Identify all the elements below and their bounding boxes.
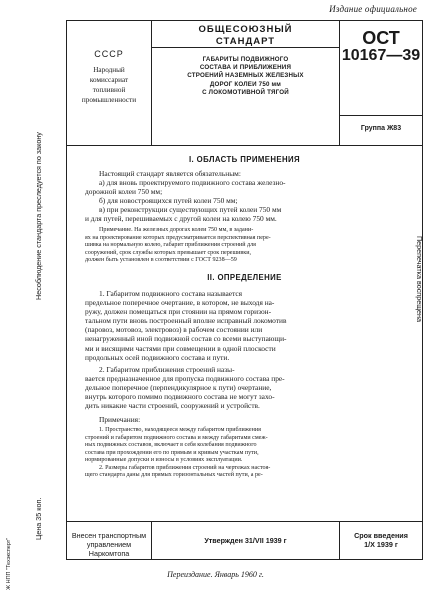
ussr-label: СССР (94, 49, 124, 59)
text-line: дить никакие части строений, сооружений и устройств. (85, 401, 260, 411)
section-2-para-1 (85, 289, 412, 362)
text-line: в) при реконструкции существующих путей колеи 750 мм (99, 205, 282, 215)
group-code: Группа Ж83 (360, 125, 402, 132)
standard-title-block (152, 21, 339, 145)
section-2-title: II. ОПРЕДЕЛЕНИЕ (207, 273, 282, 282)
standard-number: 10167—39 (341, 47, 421, 64)
text-line: вается предназначенное для пропуска подвижного состава пре- (85, 374, 285, 384)
text-line: и для путей, перешиваемых с другой колеи на колею 750 мм. (85, 214, 277, 224)
note-line: должен быть установлен в соответствии с ГОСТ 9238—59 (85, 257, 237, 263)
section-1-note (85, 227, 412, 265)
ministry-line: Народный (93, 66, 125, 74)
text-line: 2. Габаритом приближения строений назы- (99, 365, 235, 374)
ost-label: ОСТ (362, 28, 400, 48)
standard-type (152, 24, 339, 48)
ministry-line: топливной (92, 86, 126, 94)
notes-heading: Примечания: (99, 415, 141, 424)
issuer-block (67, 21, 151, 145)
text-line: ружу, должен помещаться при стоянии на прямом горизон- (85, 307, 272, 317)
note-line: шивка на нормальную колею, габарит приближения строений для (85, 242, 256, 248)
reprint-note: Переиздание. Январь 1960 г. (167, 570, 264, 579)
corner-stamp-vertical: Ж НПП "Техэксперт" (6, 537, 12, 590)
legal-notice-vertical: Несоблюдение стандарта преследуется по закону (34, 132, 43, 300)
submitted-line: Внесен транспортным (71, 531, 147, 540)
footer-top-line (67, 521, 422, 522)
note-line: состава при прохождении его по прямым и кривым участкам пути, (85, 449, 259, 456)
subject-line: СТРОЕНИЙ НАЗЕМНЫХ ЖЕЛЕЗНЫХ (187, 72, 304, 80)
text-line: а) для вновь проектируемого подвижного состава железно- (99, 178, 286, 188)
note-line: щего стандарта даны для прямых горизонтальных частей пути, а ре- (85, 472, 263, 478)
note-line: ях на проектирование которых предусматривается перспективная пере- (85, 234, 271, 241)
text-line: ми и висящими частями при совмещении в одной плоскости (85, 343, 276, 353)
ministry-line: комиссариат (89, 76, 129, 84)
text-line: (паровоз, мотовоз, электровоз) в рабочем состоянии или (85, 325, 263, 335)
subject-line: СОСТАВА И ПРИБЛИЖЕНИЯ (199, 64, 292, 72)
submitted-by (67, 531, 151, 558)
text-line: б) для новостроящихся путей колеи 750 мм; (99, 196, 238, 206)
ministry-line: промышленности (81, 96, 137, 104)
price-vertical: Цена 35 коп. (34, 497, 43, 540)
header-bottom-line (67, 145, 422, 146)
standard-type-line: СТАНДАРТ (215, 36, 276, 47)
standard-type-line: ОБЩЕСОЮЗНЫЙ (198, 24, 293, 35)
section-2-notes (85, 427, 412, 480)
note-line: нормированные допуски и износы в условиях эксплуатации. (85, 457, 243, 463)
subject-line: ДОРОГ КОЛЕИ 750 мм (209, 80, 282, 88)
section-1-body (85, 169, 412, 224)
subject-line: ГАБАРИТЫ ПОДВИЖНОГО (202, 56, 289, 63)
text-line: тальном пути вновь построенный вполне исправный локомотив (85, 316, 287, 326)
note-line: 2. Размеры габаритов приближения строений на чертежах настоя- (99, 464, 271, 471)
text-line: внутрь которого помимо подвижного состава не могут захо- (85, 392, 275, 402)
effective-date (340, 531, 422, 549)
note-line: строений и габаритом подвижного состава и между габаритами смеж- (85, 434, 268, 441)
note-line: сооружений, срок службы которых превышает срок перешивки, (85, 249, 252, 256)
approval-date: Утвержден 31/VII 1939 г (204, 536, 287, 545)
submitted-line: управлением Наркомтопа (86, 540, 132, 558)
standard-subject (152, 56, 339, 97)
text-line: продольных осей подвижного состава и пути. (85, 352, 230, 362)
standard-number-block (340, 21, 422, 145)
text-line: ненагруженный иной подвижной состав со всеми выступающи- (85, 334, 287, 344)
text-line: предельное поперечное очертание, в котором, не выходя на- (85, 298, 275, 308)
note-line: ных подвижных составов, включает в себя колебания подвижного (85, 442, 257, 448)
reprint-prohibited-vertical: Перепечатка воспрещена (415, 236, 424, 322)
ministry-name (67, 65, 151, 105)
text-line: дорожной колеи 750 мм; (85, 187, 163, 197)
effective-line: Срок введения (354, 531, 408, 540)
note-line: Примечание. На железных дорогах колеи 750 мм, в задани- (99, 227, 254, 233)
text-line: 1. Габаритом подвижного состава называется (99, 289, 243, 298)
effective-line: 1/X 1939 г (364, 540, 398, 549)
text-line: дельное поперечное (перпендикулярное к пути) очертание, (85, 383, 272, 393)
subject-line: С ЛОКОМОТИВНОЙ ТЯГОЙ (202, 88, 289, 96)
document-frame (66, 20, 423, 560)
section-2-para-2 (85, 365, 412, 410)
section-1-title: I. ОБЛАСТЬ ПРИМЕНЕНИЯ (188, 155, 301, 164)
text-line: Настоящий стандарт является обязательным: (99, 169, 241, 178)
edition-note: Издание официальное (329, 4, 417, 14)
note-line: 1. Пространство, находящееся между габаритом приближения (99, 427, 261, 433)
